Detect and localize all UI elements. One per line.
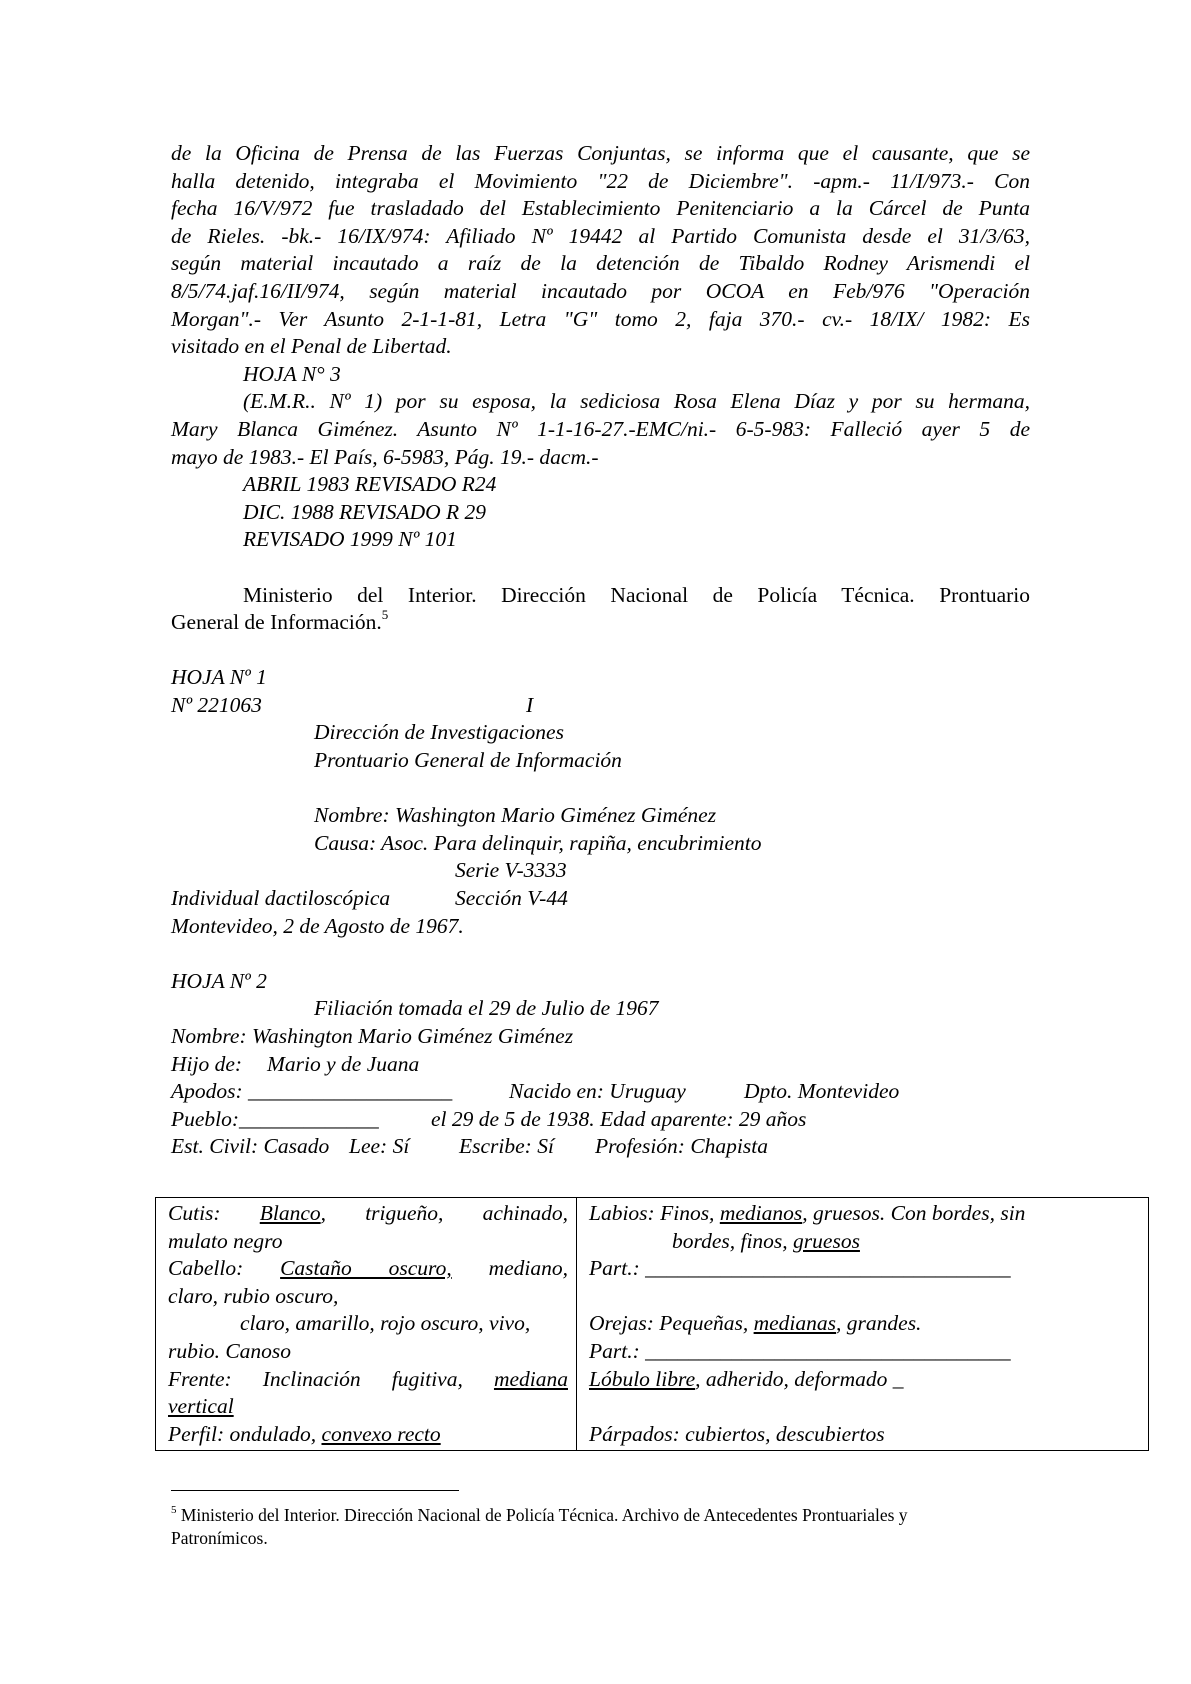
cabello-line4: rubio. Canoso bbox=[168, 1338, 292, 1363]
town-field: Pueblo:_____________ bbox=[171, 1106, 379, 1131]
department-field: Dpto. Montevideo bbox=[744, 1079, 900, 1104]
birthplace: Nacido en: Uruguay bbox=[509, 1079, 686, 1104]
footnote-ref[interactable]: 5 bbox=[381, 606, 389, 622]
file-number: Nº 221063 bbox=[171, 692, 262, 717]
cutis-selected: Blanco bbox=[259, 1201, 321, 1225]
cutis-line2: mulato negro bbox=[168, 1228, 283, 1253]
hoja1-section bbox=[171, 664, 1030, 940]
revision-note: DIC. 1988 REVISADO R 29 bbox=[243, 499, 487, 524]
lobulo-line bbox=[589, 1366, 1140, 1394]
hoja3-heading: HOJA N° 3 bbox=[243, 361, 341, 386]
nicknames-field: Apodos: ___________________ bbox=[171, 1079, 453, 1104]
frente-line bbox=[168, 1366, 568, 1394]
series: Serie V-3333 bbox=[455, 858, 567, 883]
text-line: de Rieles. -bk.- 16/IX/974: Afiliado Nº 19442 al Partido Comunista desde el 31/3/63, bbox=[171, 223, 1030, 248]
cutis-line bbox=[168, 1200, 568, 1228]
hoja1-number-row bbox=[171, 692, 1030, 720]
text-line: 8/5/74.jaf.16/II/974, según material incautado por OCOA en Feb/976 "Operación bbox=[171, 278, 1030, 303]
revision-note: REVISADO 1999 Nº 101 bbox=[243, 527, 457, 552]
footnote-line-2: Patronímicos. bbox=[171, 1528, 268, 1548]
hoja3-section bbox=[171, 361, 1030, 554]
text-line: Ministerio del Interior. Dirección Nacional de Policía Técnica. Prontuario bbox=[243, 582, 1030, 607]
lobulo-options: , adherido, deformado bbox=[695, 1366, 893, 1391]
labios-selected: medianos bbox=[719, 1201, 803, 1225]
individual-dactiloscopica: Individual dactiloscópica bbox=[171, 886, 391, 911]
text-line: visitado en el Penal de Libertad. bbox=[171, 334, 452, 359]
labios-line bbox=[589, 1200, 1140, 1228]
orejas-options: , grandes. bbox=[836, 1311, 922, 1336]
footnote-mark: 5 bbox=[171, 1504, 177, 1517]
civil-status-row bbox=[171, 1133, 1030, 1161]
blank-line bbox=[589, 1283, 1140, 1311]
cutis-label: Cutis: bbox=[168, 1201, 221, 1225]
blank-line bbox=[589, 1393, 1140, 1421]
footnote-text: Ministerio del Interior. Dirección Nacional de Policía Técnica. Archivo de Antecedentes Prontuariales y bbox=[180, 1505, 908, 1525]
right-column bbox=[577, 1198, 1149, 1451]
parents-row bbox=[171, 1051, 1030, 1079]
parpados-line: Párpados: cubiertos, descubiertos bbox=[589, 1421, 885, 1446]
reads: Lee: Sí bbox=[349, 1134, 410, 1159]
text-line: fecha 16/V/972 fue trasladado del Establecimiento Penitenciario a la Cárcel de Punta bbox=[171, 196, 1030, 221]
frente-selected-2: vertical bbox=[168, 1394, 234, 1419]
cutis-options: , trigueño, achinado, bbox=[320, 1201, 568, 1225]
dactyloscopic-row bbox=[171, 885, 1030, 913]
cabello-selected: Castaño oscuro, bbox=[280, 1256, 452, 1281]
profession: Profesión: Chapista bbox=[595, 1134, 768, 1159]
cause: Causa: Asoc. Para delinquir, rapiña, encubrimiento bbox=[314, 830, 762, 855]
roman-numeral: I bbox=[526, 692, 534, 717]
text-line: Mary Blanca Giménez. Asunto Nº 1-1-16-27.-EMC/ni.- 6-5-983: Falleció ayer 5 de bbox=[171, 416, 1030, 441]
parents-value: Mario y de Juana bbox=[267, 1051, 420, 1076]
text-line: halla detenido, integraba el Movimiento "22 de Diciembre". -apm.- 11/I/973.- Con bbox=[171, 168, 1030, 193]
text-line bbox=[171, 606, 1030, 637]
hoja2-section bbox=[171, 968, 1030, 1161]
source-line2: General de Información. bbox=[171, 610, 382, 635]
writes: Escribe: Sí bbox=[459, 1134, 554, 1159]
perfil-line bbox=[168, 1421, 568, 1449]
cabello-line3: claro, amarillo, rojo oscuro, vivo, bbox=[240, 1311, 531, 1336]
town-row bbox=[171, 1106, 1030, 1134]
hoja2-heading: HOJA Nº 2 bbox=[171, 968, 267, 993]
source-paragraph bbox=[171, 582, 1030, 637]
perfil-options: Perfil: ondulado, bbox=[168, 1421, 322, 1446]
labios-selected-2: gruesos bbox=[793, 1228, 860, 1253]
nicknames-row bbox=[171, 1078, 1030, 1106]
filiation-table bbox=[155, 1197, 1149, 1451]
frente-selected: mediana bbox=[493, 1366, 568, 1391]
footnote-line bbox=[171, 1504, 1031, 1527]
cabello-label: Cabello: bbox=[168, 1256, 244, 1281]
labios-options: , gruesos. Con bordes, sin bbox=[802, 1201, 1026, 1225]
text-line: según material incautado a raíz de la detención de Tibaldo Rodney Arismendi el bbox=[171, 251, 1030, 276]
text-line: mayo de 1983.- El País, 6-5983, Pág. 19.- dacm.- bbox=[171, 444, 599, 469]
section: Sección V-44 bbox=[455, 886, 568, 911]
text-line: de la Oficina de Prensa de las Fuerzas Conjuntas, se informa que el causante, que se bbox=[171, 141, 1030, 165]
part-line-2: Part.: __________________________________ bbox=[589, 1338, 1011, 1363]
orejas-selected: medianas bbox=[753, 1311, 837, 1336]
text-line: Morgan".- Ver Asunto 2-1-1-81, Letra "G" tomo 2, faja 370.- cv.- 18/IX/ 1982: Es bbox=[171, 306, 1030, 331]
birth-date: el 29 de 5 de 1938. Edad aparente: 29 años bbox=[431, 1106, 807, 1131]
cabello-line bbox=[168, 1255, 568, 1283]
revision-note: ABRIL 1983 REVISADO R24 bbox=[243, 472, 497, 497]
orejas-label: Orejas: Pequeñas, bbox=[589, 1311, 754, 1336]
footnote bbox=[171, 1504, 1031, 1550]
text-line: (E.M.R.. Nº 1) por su esposa, la sediciosa Rosa Elena Díaz y por su hermana, bbox=[243, 389, 1030, 414]
labios-line2 bbox=[589, 1228, 1140, 1256]
cabello-options: mediano, bbox=[451, 1256, 568, 1281]
frente-line2 bbox=[168, 1393, 568, 1421]
document-body bbox=[171, 140, 1030, 1161]
hoja1-heading: HOJA Nº 1 bbox=[171, 665, 267, 690]
continuation-paragraph bbox=[171, 140, 1030, 361]
lobulo-blank: _ bbox=[892, 1366, 904, 1391]
filiation-date: Filiación tomada el 29 de Julio de 1967 bbox=[314, 996, 659, 1021]
department: Dirección de Investigaciones bbox=[314, 720, 564, 745]
subject-name: Nombre: Washington Mario Giménez Giménez bbox=[171, 1024, 574, 1048]
orejas-line bbox=[589, 1310, 1140, 1338]
civil-status: Est. Civil: Casado bbox=[171, 1134, 330, 1159]
labios-borders: bordes, finos, bbox=[672, 1228, 794, 1253]
cabello-line2: claro, rubio oscuro, bbox=[168, 1283, 339, 1308]
record-title: Prontuario General de Información bbox=[314, 748, 622, 773]
perfil-selected: convexo recto bbox=[321, 1421, 441, 1446]
frente-options: Frente: Inclinación fugitiva, bbox=[168, 1366, 494, 1391]
footnote-separator bbox=[171, 1490, 459, 1491]
lobulo-selected: Lóbulo libre bbox=[589, 1366, 696, 1391]
left-column bbox=[156, 1198, 577, 1451]
subject-name: Nombre: Washington Mario Giménez Giménez bbox=[314, 803, 717, 828]
part-line: Part.: __________________________________ bbox=[589, 1256, 1011, 1281]
parents-label: Hijo de: bbox=[171, 1051, 243, 1076]
labios-label: Labios: Finos, bbox=[589, 1201, 720, 1225]
record-date: Montevideo, 2 de Agosto de 1967. bbox=[171, 913, 464, 938]
